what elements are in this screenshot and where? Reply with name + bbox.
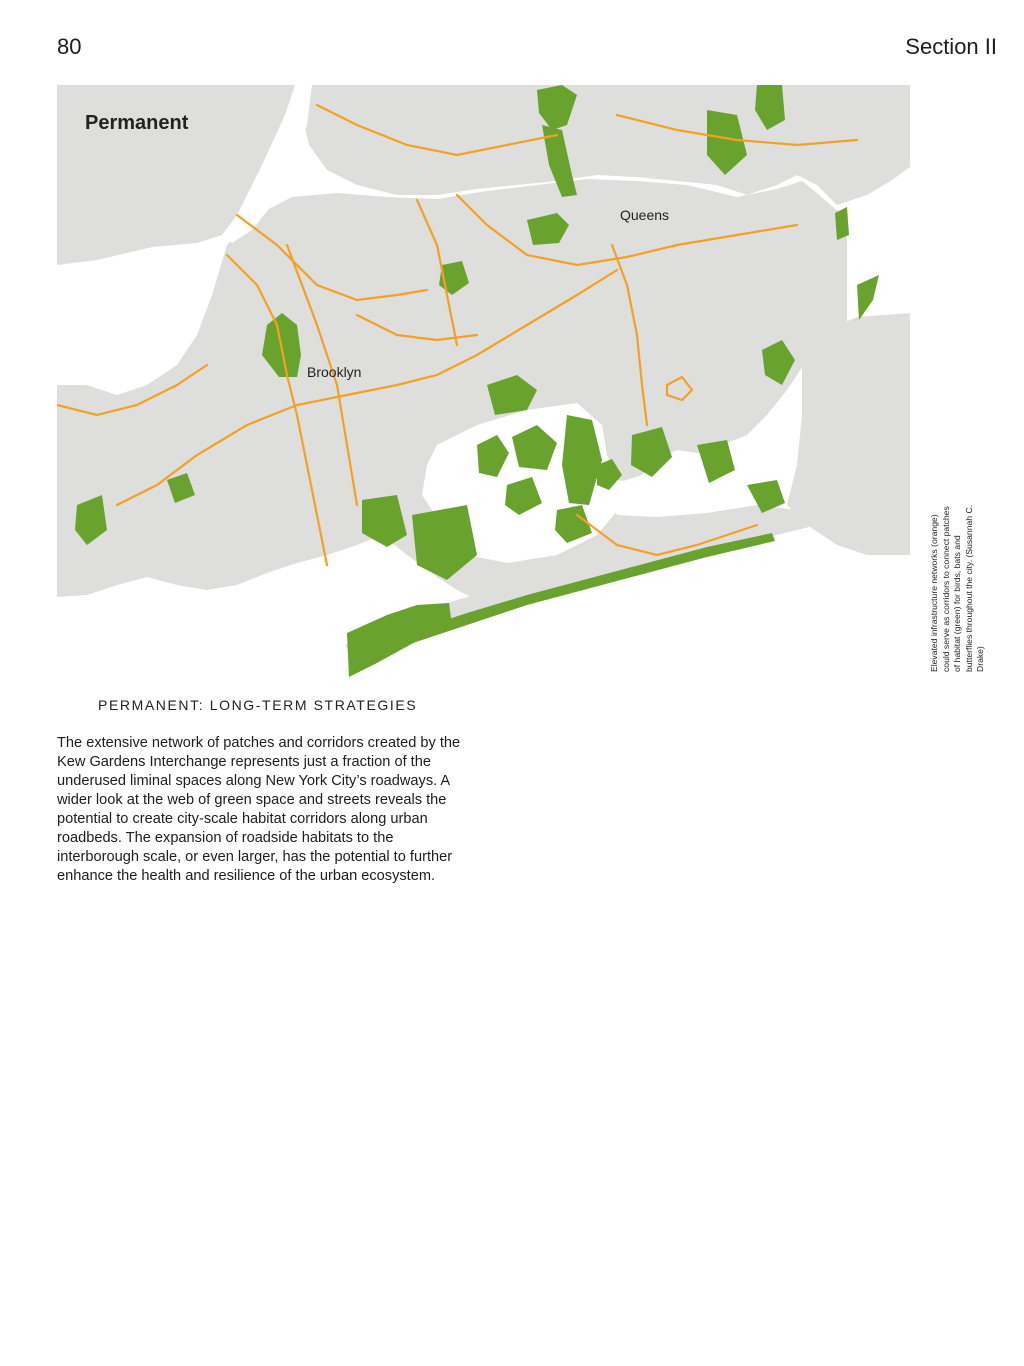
page-number: 80 xyxy=(57,34,82,59)
land-east xyxy=(787,313,910,555)
section-label: Section II xyxy=(905,34,997,59)
place-label-queens: Queens xyxy=(620,207,670,223)
place-label-brooklyn: Brooklyn xyxy=(307,364,362,380)
map-caption: Elevated infrastructure networks (orange) could serve as corridors to connect patches of habitat (green) for birds, bats and butterflies throughout the city. (Susannah C. Drake) xyxy=(929,504,986,672)
body-text: The extensive network of patches and corridors created by the Kew Gardens Interchange represents just a fraction of the underused liminal spaces along New York City’s roadways. A wider look at the web of green space and streets reveals the potential to create city-scale habitat corridors along urban roadbeds. The expansion of roadside habitats to the interborough scale, or even larger, has the potential to further enhance the health and resilience of the urban ecosystem. xyxy=(57,735,461,884)
map-graphic xyxy=(57,85,910,685)
habitat-map xyxy=(57,85,910,685)
section-heading: PERMANENT: LONG-TERM STRATEGIES xyxy=(98,697,418,713)
map-title: Permanent xyxy=(85,112,189,134)
